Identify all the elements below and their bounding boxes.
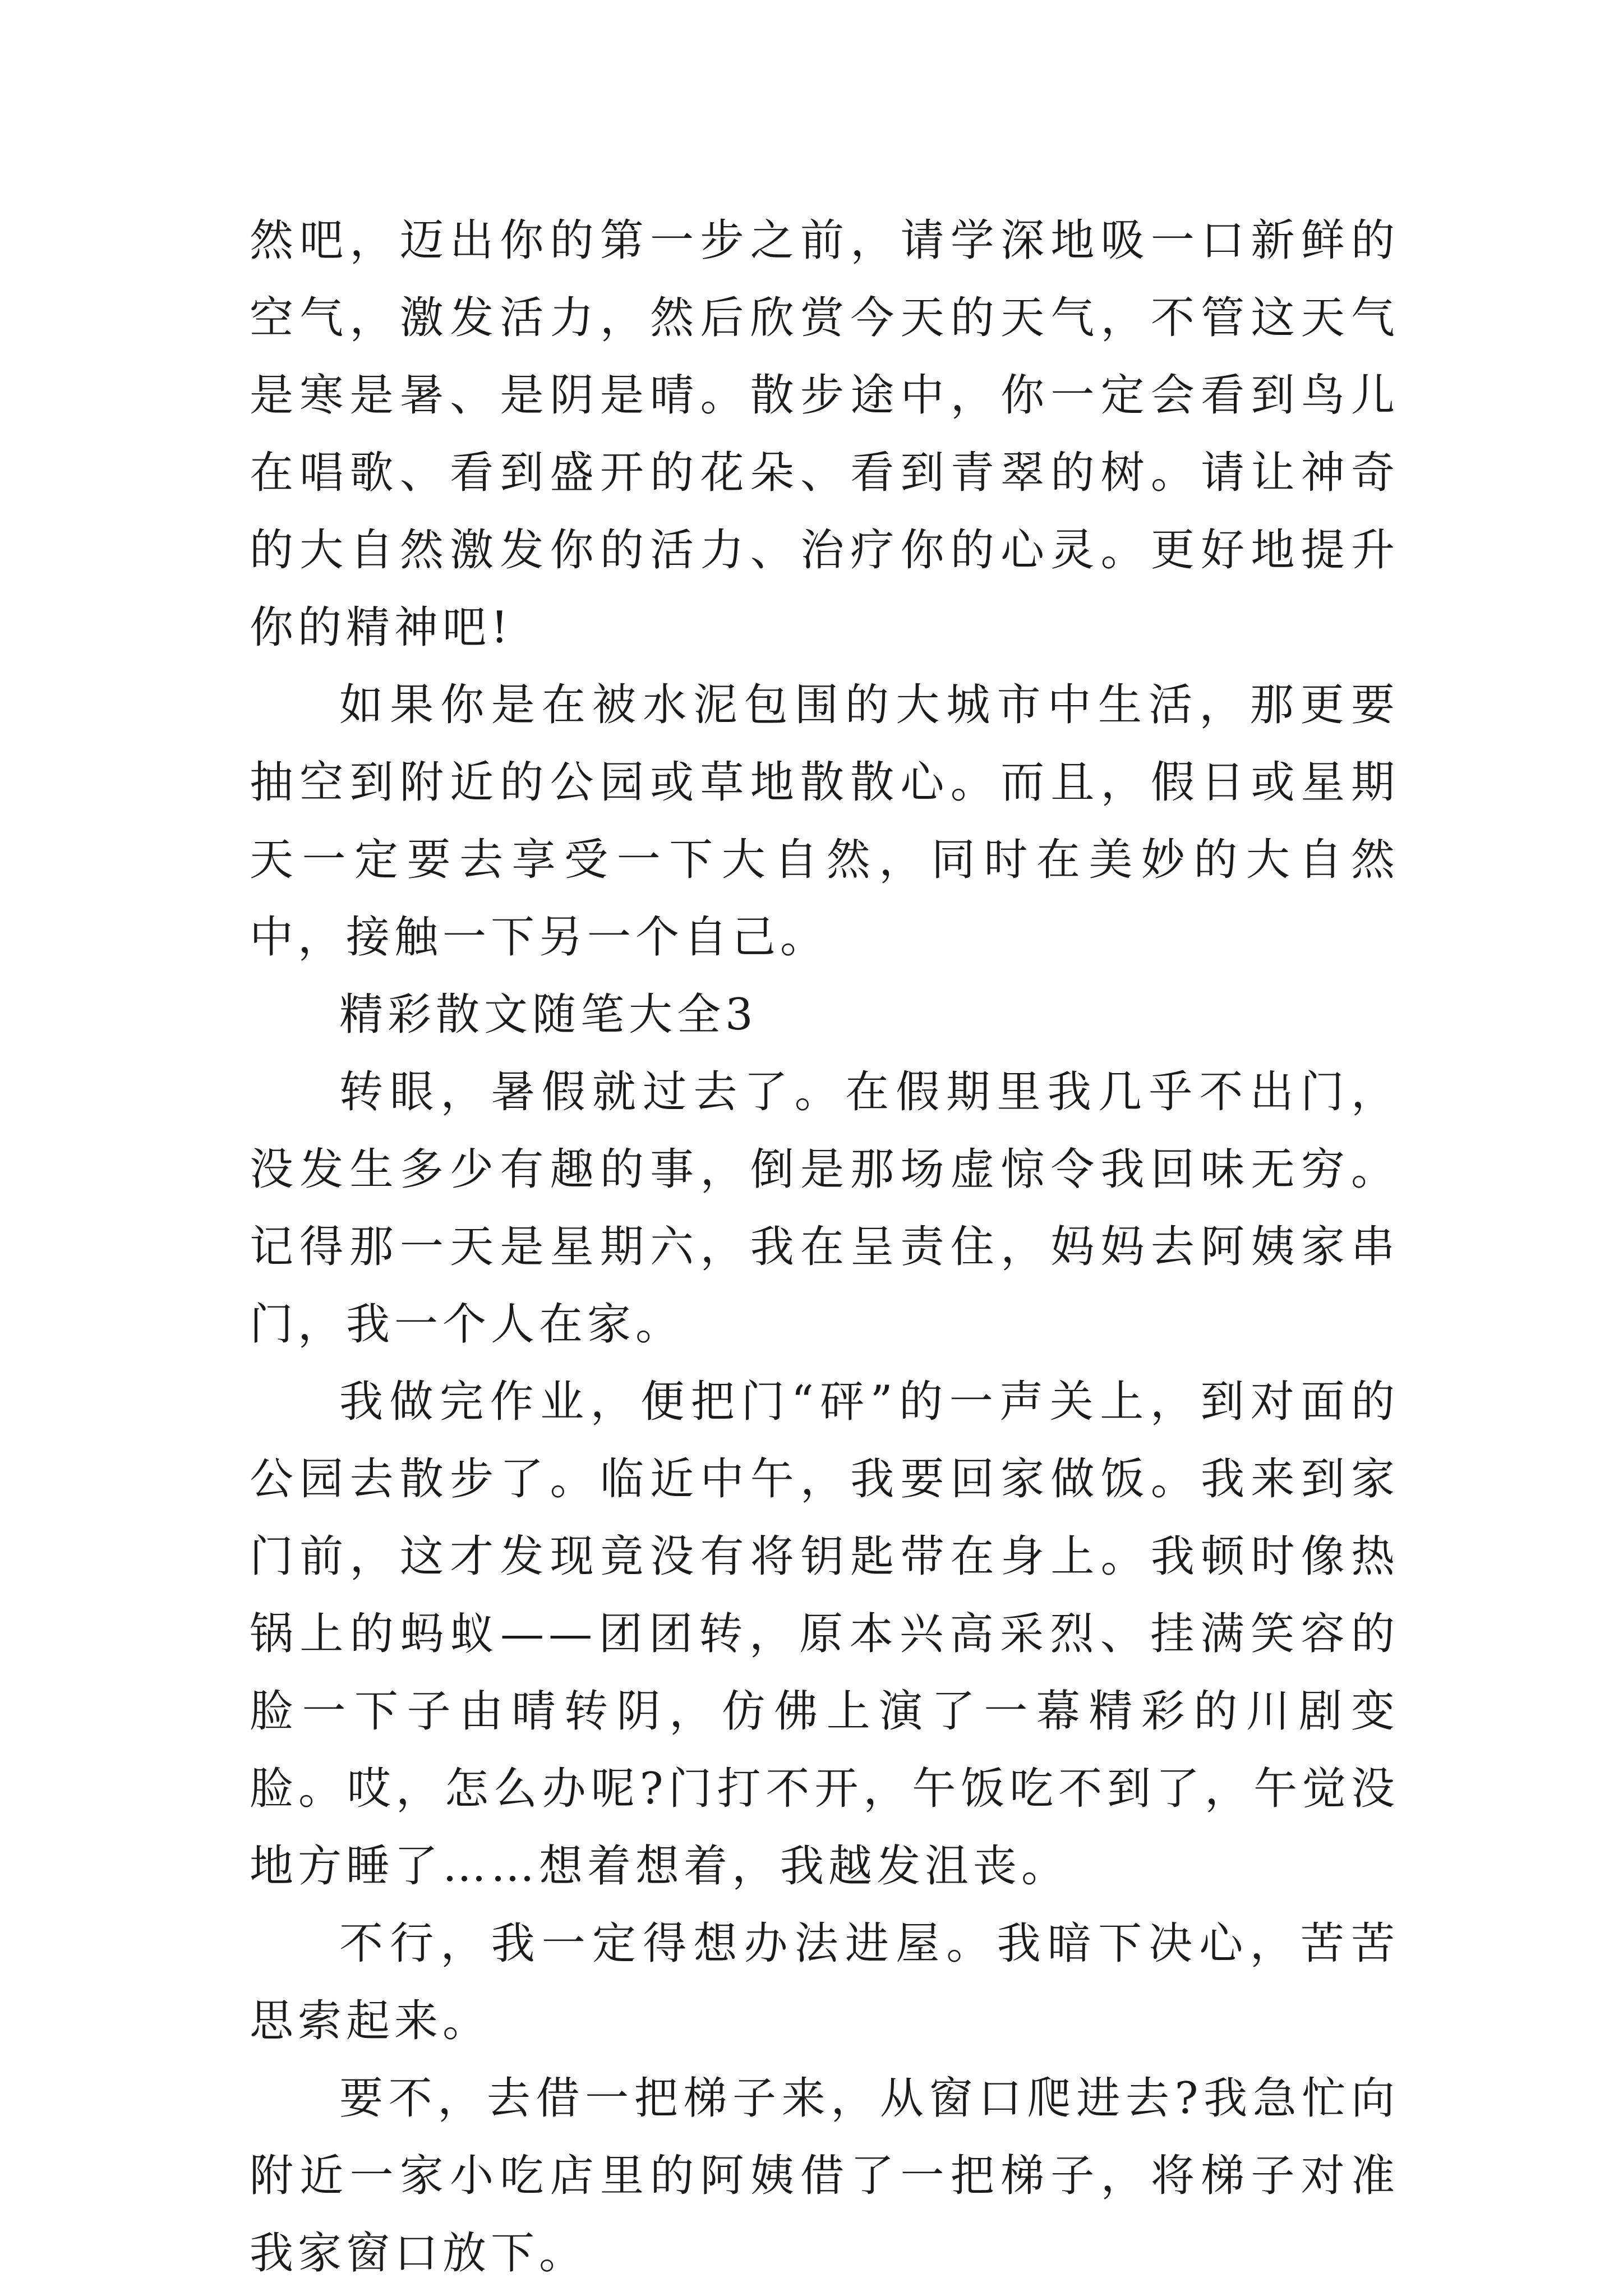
paragraph: 要不，去借一把梯子来，从窗口爬进去?我急忙向附近一家小吃店里的阿姨借了一把梯子，将梯子对准我家窗口放下。 <box>250 2073 1399 2279</box>
paragraph: 不行，我一定得想办法进屋。我暗下决心，苦苦思索起来。 <box>250 1918 1399 2046</box>
document-body <box>250 202 1399 2292</box>
paragraph: 我做完作业，便把门“砰”的一声关上，到对面的公园去散步了。临近中午，我要回家做饭。我来到家门前，这才发现竟没有将钥匙带在身上。我顿时像热锅上的蚂蚁——团团转，原本兴高采烈、挂满笑容的脸一下子由晴转阴，仿佛上演了一幕精彩的川剧变脸。哎，怎么办呢?门打不开，午饭吃不到了，午觉没地方睡了……想着想着，我越发沮丧。 <box>250 1377 1399 1892</box>
paragraph-continuation: 然吧，迈出你的第一步之前，请学深地吸一口新鲜的空气，激发活力，然后欣赏今天的天气，不管这天气是寒是暑、是阴是晴。散步途中，你一定会看到鸟儿在唱歌、看到盛开的花朵、看到青翠的树。请让神奇的大自然激发你的活力、治疗你的心灵。更好地提升你的精神吧! <box>250 215 1399 653</box>
paragraph: 转眼，暑假就过去了。在假期里我几乎不出门，没发生多少有趣的事，倒是那场虚惊令我回味无穷。记得那一天是星期六，我在呈责住，妈妈去阿姨家串门，我一个人在家。 <box>250 1067 1399 1350</box>
paragraph: 如果你是在被水泥包围的大城市中生活，那更要抽空到附近的公园或草地散散心。而且，假日或星期天一定要去享受一下大自然，同时在美妙的大自然中，接触一下另一个自己。 <box>250 680 1399 963</box>
section-heading: 精彩散文随笔大全3 <box>339 990 758 1040</box>
